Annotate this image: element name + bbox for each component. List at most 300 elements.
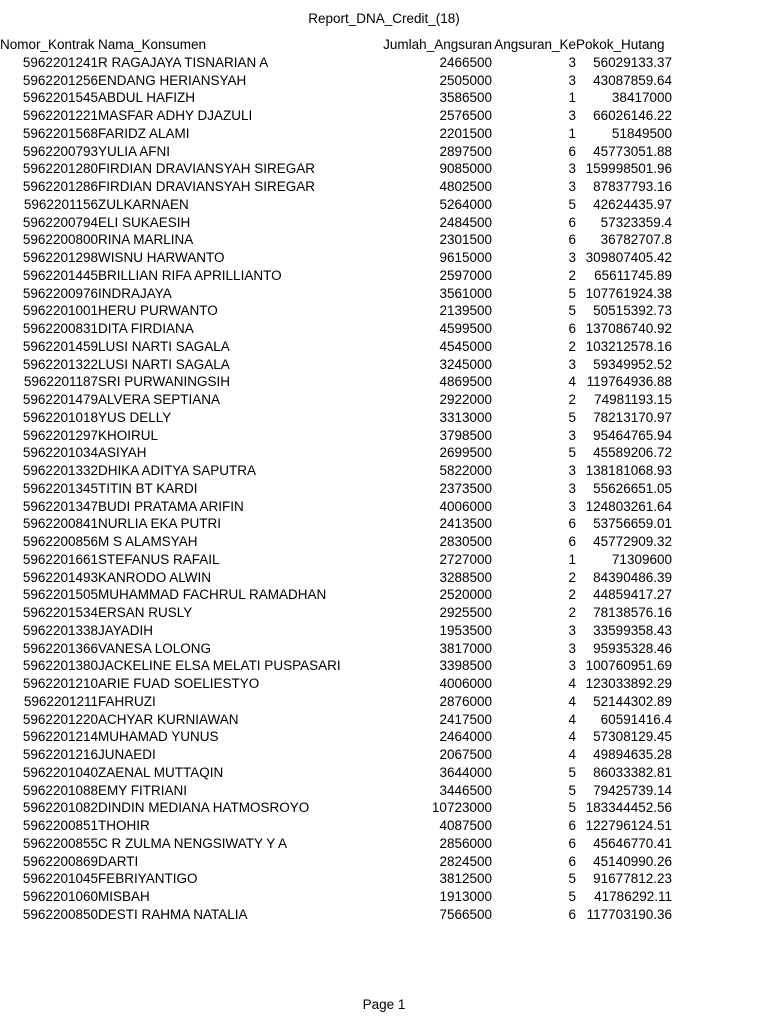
cell-jumlah-angsuran: 3398500 [439,658,492,674]
table-row [0,888,672,906]
cell-angsuran-ke: 3 [568,640,576,656]
cell-nomor-kontrak: 5962201220 [22,711,98,727]
cell-angsuran-ke: 3 [568,498,576,514]
table-row [0,444,672,462]
cell-nomor-kontrak: 5962201256 [22,72,98,88]
cell-nomor-kontrak: 5962201210 [22,676,98,691]
cell-nama-konsumen: LUSI NARTI SAGALA [98,338,230,354]
cell-nomor-kontrak: 5962201088 [22,782,98,798]
cell-angsuran-ke: 6 [568,534,576,549]
cell-angsuran-ke: 4 [568,374,576,390]
cell-pokok-hutang: 95464765.94 [593,427,672,443]
table-row [0,125,672,143]
table-row [0,320,672,338]
cell-nomor-kontrak: 5962201187 [23,374,98,390]
cell-angsuran-ke: 4 [568,676,576,691]
cell-nomor-kontrak: 5962200856 [22,534,98,549]
cell-angsuran-ke: 1 [568,90,576,106]
cell-pokok-hutang: 87837793.16 [593,179,672,194]
table-row [0,799,672,817]
cell-nomor-kontrak: 5962201034 [22,445,98,461]
cell-jumlah-angsuran: 3288500 [439,569,492,585]
cell-jumlah-angsuran: 3561000 [439,285,492,301]
cell-angsuran-ke: 3 [568,72,576,88]
cell-pokok-hutang: 45589206.72 [593,445,672,461]
table-row [0,409,672,427]
cell-nomor-kontrak: 5962201380 [22,658,98,674]
cell-jumlah-angsuran: 4087500 [439,818,492,833]
cell-pokok-hutang: 74981193.15 [594,392,672,407]
cell-nomor-kontrak: 5962201060 [22,889,98,904]
report-title: Report_DNA_Credit_(18) [308,11,460,26]
table-row [0,196,672,214]
cell-pokok-hutang: 52144302.89 [593,693,672,709]
table-row [0,551,672,569]
cell-nama-konsumen: FEBRIYANTIGO [98,871,198,887]
cell-pokok-hutang: 123033892.29 [585,676,672,691]
table-row [0,373,672,391]
cell-pokok-hutang: 122796124.51 [585,818,672,833]
cell-jumlah-angsuran: 2417500 [439,711,492,727]
header-pokok-hutang: Pokok_Hutang [576,37,665,52]
cell-angsuran-ke: 6 [568,516,576,532]
cell-angsuran-ke: 6 [568,232,576,248]
table-row [0,72,672,90]
cell-nama-konsumen: FIRDIAN DRAVIANSYAH SIREGAR [98,161,316,177]
cell-angsuran-ke: 5 [568,871,576,887]
cell-pokok-hutang: 60591416.4 [600,711,672,727]
cell-angsuran-ke: 5 [568,409,576,425]
cell-nama-konsumen: MASFAR ADHY DJAZULI [98,108,253,123]
table-row [0,764,672,782]
cell-nama-konsumen: ARIE FUAD SOELIESTYO [98,676,260,691]
table-row [0,711,672,729]
cell-pokok-hutang: 45772909.32 [593,534,672,549]
cell-pokok-hutang: 95935328.46 [593,640,672,656]
table-body [0,54,672,924]
cell-pokok-hutang: 41786292.11 [594,889,672,904]
cell-pokok-hutang: 78138576.16 [593,605,672,620]
cell-pokok-hutang: 38417000 [611,90,672,106]
cell-nama-konsumen: DINDIN MEDIANA HATMOSROYO [98,800,310,816]
cell-jumlah-angsuran: 2484500 [439,214,492,230]
table-row [0,693,672,711]
cell-jumlah-angsuran: 4006000 [439,676,492,691]
header-nomor-kontrak: Nomor_Kontrak [0,37,95,52]
cell-nama-konsumen: DESTI RAHMA NATALIA [98,906,248,922]
cell-angsuran-ke: 2 [568,569,576,585]
cell-pokok-hutang: 59349952.52 [593,356,672,372]
cell-pokok-hutang: 57308129.45 [593,729,672,745]
cell-jumlah-angsuran: 4802500 [439,179,492,194]
cell-pokok-hutang: 50515392.73 [593,303,672,319]
cell-jumlah-angsuran: 9085000 [439,161,492,177]
cell-jumlah-angsuran: 10723000 [431,800,492,816]
table-row [0,178,672,196]
cell-nama-konsumen: INDRAJAYA [98,285,172,301]
cell-nomor-kontrak: 5962201156 [23,196,98,212]
cell-nomor-kontrak: 5962201082 [22,800,98,816]
table-row [0,214,672,232]
cell-nomor-kontrak: 5962200794 [22,214,98,230]
cell-nama-konsumen: JACKELINE ELSA MELATI PUSPASARI [98,658,341,674]
cell-nomor-kontrak: 5962201040 [22,764,98,780]
table-row [0,569,672,587]
cell-angsuran-ke: 4 [568,711,576,727]
cell-pokok-hutang: 49894635.28 [593,747,672,762]
cell-nomor-kontrak: 5962201286 [22,179,98,194]
cell-nomor-kontrak: 5962201493 [22,569,98,585]
cell-nomor-kontrak: 5962200831 [22,321,98,336]
table-row [0,480,672,498]
cell-angsuran-ke: 3 [568,427,576,443]
cell-angsuran-ke: 2 [568,605,576,620]
cell-nomor-kontrak: 5962200800 [22,232,98,248]
cell-angsuran-ke: 3 [568,480,576,496]
cell-angsuran-ke: 6 [568,906,576,922]
cell-nomor-kontrak: 5962201241 [22,54,98,70]
cell-nama-konsumen: DHIKA ADITYA SAPUTRA [98,463,257,478]
cell-jumlah-angsuran: 4599500 [439,321,492,336]
cell-angsuran-ke: 6 [568,214,576,230]
cell-angsuran-ke: 6 [568,835,576,851]
cell-nama-konsumen: ERSAN RUSLY [98,605,193,620]
cell-jumlah-angsuran: 4006000 [439,498,492,514]
cell-angsuran-ke: 2 [568,587,576,603]
cell-jumlah-angsuran: 2520000 [439,587,492,603]
cell-pokok-hutang: 66026146.22 [593,108,672,123]
table-row [0,143,672,161]
cell-angsuran-ke: 1 [568,125,576,141]
cell-nomor-kontrak: 5962201366 [22,640,98,656]
cell-jumlah-angsuran: 3812500 [439,871,492,887]
table-row [0,107,672,125]
header-angsuran-ke: Angsuran_Ke [494,37,576,52]
cell-pokok-hutang: 119764936.88 [586,374,672,390]
cell-nomor-kontrak: 5962201347 [22,498,98,514]
cell-angsuran-ke: 5 [568,303,576,319]
cell-nomor-kontrak: 5962201001 [22,303,98,319]
cell-pokok-hutang: 117703190.36 [586,906,672,922]
cell-angsuran-ke: 3 [568,658,576,674]
cell-jumlah-angsuran: 2464000 [439,729,492,745]
cell-jumlah-angsuran: 7566500 [439,906,492,922]
table-row [0,54,672,72]
cell-jumlah-angsuran: 5822000 [439,463,492,478]
table-row [0,835,672,853]
cell-nomor-kontrak: 5962200850 [22,906,98,922]
cell-pokok-hutang: 45773051.88 [593,143,672,159]
cell-angsuran-ke: 2 [568,267,576,283]
header-nama-konsumen: Nama_Konsumen [98,37,207,52]
cell-angsuran-ke: 3 [568,250,576,265]
cell-jumlah-angsuran: 2373500 [439,480,492,496]
cell-angsuran-ke: 5 [568,445,576,461]
cell-pokok-hutang: 71309600 [611,551,672,567]
cell-jumlah-angsuran: 3245000 [439,356,492,372]
cell-nama-konsumen: ALVERA SEPTIANA [98,392,221,407]
table-row [0,89,672,107]
cell-nama-konsumen: BUDI PRATAMA ARIFIN [98,498,244,514]
cell-nomor-kontrak: 5962201018 [22,409,98,425]
table-row [0,746,672,764]
cell-jumlah-angsuran: 4869500 [439,374,492,390]
cell-nomor-kontrak: 5962201479 [22,392,98,407]
cell-nomor-kontrak: 5962201545 [22,90,98,106]
table-row [0,782,672,800]
cell-pokok-hutang: 183344452.56 [585,800,672,816]
table-row [0,498,672,516]
table-row [0,817,672,835]
cell-pokok-hutang: 78213170.97 [593,409,672,425]
cell-jumlah-angsuran: 1913000 [439,889,492,904]
cell-nomor-kontrak: 5962201345 [22,480,98,496]
cell-jumlah-angsuran: 2897500 [439,143,492,159]
cell-nama-konsumen: STEFANUS RAFAIL [98,551,220,567]
cell-pokok-hutang: 124803261.64 [585,498,672,514]
cell-jumlah-angsuran: 3586500 [439,90,492,106]
table-row [0,604,672,622]
cell-nama-konsumen: ABDUL HAFIZH [98,90,196,106]
cell-nama-konsumen: FAHRUZI [98,693,156,709]
cell-angsuran-ke: 6 [568,818,576,833]
cell-nomor-kontrak: 5962201216 [22,747,98,762]
cell-nomor-kontrak: 5962201211 [23,693,98,709]
cell-jumlah-angsuran: 2201500 [439,125,492,141]
cell-angsuran-ke: 5 [568,782,576,798]
cell-nomor-kontrak: 5962201534 [22,605,98,620]
table-row [0,515,672,533]
cell-pokok-hutang: 137086740.92 [585,321,672,336]
cell-jumlah-angsuran: 2597000 [439,267,492,283]
cell-nama-konsumen: ACHYAR KURNIAWAN [98,711,239,727]
table-row [0,728,672,746]
cell-jumlah-angsuran: 2301500 [439,232,492,248]
cell-nama-konsumen: ZAENAL MUTTAQIN [98,764,224,780]
cell-pokok-hutang: 55626651.05 [593,480,672,496]
cell-nama-konsumen: M S ALAMSYAH [98,534,198,549]
cell-jumlah-angsuran: 5264000 [439,196,492,212]
cell-jumlah-angsuran: 3644000 [439,764,492,780]
cell-nama-konsumen: R RAGAJAYA TISNARIAN A [98,54,269,70]
table-row [0,160,672,178]
credit-report-table [0,36,672,924]
cell-nama-konsumen: BRILLIAN RIFA APRILLIANTO [98,267,282,283]
cell-jumlah-angsuran: 2139500 [439,303,492,319]
cell-angsuran-ke: 3 [568,356,576,372]
table-row [0,853,672,871]
cell-nomor-kontrak: 5962201221 [22,108,98,123]
cell-angsuran-ke: 4 [568,729,576,745]
table-row [0,249,672,267]
cell-nama-konsumen: YUS DELLY [98,409,172,425]
cell-nomor-kontrak: 5962201338 [22,622,98,638]
cell-nama-konsumen: YULIA AFNI [98,143,171,159]
cell-nomor-kontrak: 5962201505 [22,587,98,603]
cell-nama-konsumen: EMY FITRIANI [98,782,188,798]
cell-pokok-hutang: 309807405.42 [585,250,672,265]
cell-nama-konsumen: NURLIA EKA PUTRI [98,516,222,532]
cell-angsuran-ke: 5 [568,764,576,780]
cell-jumlah-angsuran: 2727000 [439,551,492,567]
cell-angsuran-ke: 2 [568,338,576,354]
page-number: Page 1 [362,997,406,1012]
cell-pokok-hutang: 138181068.93 [585,463,672,478]
cell-nomor-kontrak: 5962200855 [22,835,98,851]
table-row [0,427,672,445]
cell-jumlah-angsuran: 9615000 [439,250,492,265]
cell-nomor-kontrak: 5962200793 [22,143,98,159]
cell-angsuran-ke: 2 [568,392,576,407]
table-row [0,356,672,374]
cell-angsuran-ke: 3 [568,108,576,123]
cell-nama-konsumen: MUHAMAD YUNUS [98,729,219,745]
table-row [0,462,672,480]
cell-jumlah-angsuran: 2505000 [439,72,492,88]
cell-pokok-hutang: 91677812.23 [593,871,672,887]
cell-jumlah-angsuran: 2876000 [439,693,492,709]
cell-angsuran-ke: 3 [568,54,576,70]
cell-pokok-hutang: 159998501.96 [585,161,672,177]
cell-jumlah-angsuran: 2576500 [439,108,492,123]
cell-nomor-kontrak: 5962201661 [22,551,98,567]
table-row [0,586,672,604]
cell-pokok-hutang: 56029133.37 [593,54,672,70]
cell-angsuran-ke: 5 [568,196,576,212]
cell-pokok-hutang: 103212578.16 [585,338,672,354]
cell-nama-konsumen: DARTI [98,853,139,869]
cell-nama-konsumen: WISNU HARWANTO [98,250,225,265]
cell-pokok-hutang: 100760951.69 [585,658,672,674]
cell-jumlah-angsuran: 2699500 [439,445,492,461]
cell-nomor-kontrak: 5962201297 [22,427,98,443]
cell-nama-konsumen: ELI SUKAESIH [98,214,191,230]
cell-angsuran-ke: 3 [568,622,576,638]
cell-nama-konsumen: KHOIRUL [98,427,159,443]
cell-jumlah-angsuran: 2824500 [439,853,492,869]
cell-jumlah-angsuran: 3313000 [439,409,492,425]
cell-jumlah-angsuran: 2466500 [439,54,492,70]
cell-pokok-hutang: 84390486.39 [593,569,672,585]
cell-nomor-kontrak: 5962200976 [22,285,98,301]
cell-pokok-hutang: 33599358.43 [593,622,672,638]
cell-nama-konsumen: DITA FIRDIANA [98,321,194,336]
cell-angsuran-ke: 3 [568,179,576,194]
cell-pokok-hutang: 65611745.89 [594,267,672,283]
cell-nama-konsumen: VANESA LOLONG [98,640,212,656]
cell-nama-konsumen: LUSI NARTI SAGALA [98,356,230,372]
table-row [0,267,672,285]
cell-pokok-hutang: 107761924.38 [585,285,672,301]
cell-angsuran-ke: 3 [568,161,576,177]
cell-nama-konsumen: HERU PURWANTO [98,303,218,319]
cell-jumlah-angsuran: 2067500 [439,747,492,762]
cell-nomor-kontrak: 5962201322 [22,356,98,372]
cell-nomor-kontrak: 5962200841 [22,516,98,532]
cell-pokok-hutang: 45140990.26 [593,853,672,869]
cell-nama-konsumen: SRI PURWANINGSIH [98,374,231,390]
table-row [0,675,672,693]
table-row [0,657,672,675]
cell-angsuran-ke: 6 [568,143,576,159]
table-row [0,302,672,320]
cell-nama-konsumen: KANRODO ALWIN [98,569,212,585]
cell-angsuran-ke: 6 [568,321,576,336]
cell-angsuran-ke: 5 [568,800,576,816]
table-row [0,533,672,551]
cell-nomor-kontrak: 5962201459 [22,338,98,354]
cell-nomor-kontrak: 5962201445 [22,267,98,283]
cell-jumlah-angsuran: 1953500 [439,622,492,638]
cell-nama-konsumen: C R ZULMA NENGSIWATY Y A [98,835,288,851]
cell-nomor-kontrak: 5962201280 [22,161,98,177]
cell-pokok-hutang: 57323359.4 [600,214,672,230]
cell-nomor-kontrak: 5962201045 [22,871,98,887]
cell-angsuran-ke: 6 [568,853,576,869]
table-row [0,640,672,658]
table-row [0,391,672,409]
cell-angsuran-ke: 4 [568,693,576,709]
table-row [0,906,672,924]
cell-jumlah-angsuran: 3798500 [439,427,492,443]
header-jumlah-angsuran: Jumlah_Angsuran [383,37,492,52]
cell-nama-konsumen: RINA MARLINA [98,232,194,248]
table-row [0,231,672,249]
cell-nama-konsumen: ZULKARNAEN [98,196,189,212]
cell-angsuran-ke: 3 [568,463,576,478]
cell-angsuran-ke: 5 [568,889,576,904]
cell-nama-konsumen: FIRDIAN DRAVIANSYAH SIREGAR [98,179,316,194]
cell-pokok-hutang: 86033382.81 [593,764,672,780]
cell-nomor-kontrak: 5962201214 [22,729,98,745]
cell-jumlah-angsuran: 2856000 [439,835,492,851]
cell-jumlah-angsuran: 3446500 [439,782,492,798]
table-row [0,338,672,356]
cell-pokok-hutang: 53756659.01 [593,516,672,532]
cell-nama-konsumen: ASIYAH [98,445,147,461]
cell-pokok-hutang: 45646770.41 [593,835,672,851]
cell-jumlah-angsuran: 2830500 [439,534,492,549]
cell-nomor-kontrak: 5962200851 [22,818,98,833]
cell-nomor-kontrak: 5962200869 [22,853,98,869]
cell-pokok-hutang: 79425739.14 [593,782,672,798]
cell-jumlah-angsuran: 2922000 [439,392,492,407]
cell-pokok-hutang: 51849500 [611,125,672,141]
cell-nama-konsumen: ENDANG HERIANSYAH [98,72,247,88]
table-row [0,285,672,303]
table-row [0,622,672,640]
table-row [0,870,672,888]
cell-pokok-hutang: 36782707.8 [600,232,672,248]
cell-nama-konsumen: MISBAH [98,889,150,904]
cell-pokok-hutang: 43087859.64 [593,72,672,88]
cell-nomor-kontrak: 5962201332 [22,463,98,478]
cell-jumlah-angsuran: 2413500 [439,516,492,532]
cell-nama-konsumen: TITIN BT KARDI [98,480,198,496]
cell-jumlah-angsuran: 2925500 [439,605,492,620]
cell-nama-konsumen: FARIDZ ALAMI [98,125,190,141]
cell-nomor-kontrak: 5962201298 [22,250,98,265]
cell-angsuran-ke: 5 [568,285,576,301]
cell-jumlah-angsuran: 4545000 [439,338,492,354]
cell-nama-konsumen: MUHAMMAD FACHRUL RAMADHAN [98,587,327,603]
cell-pokok-hutang: 42624435.97 [593,196,672,212]
cell-angsuran-ke: 4 [568,747,576,762]
cell-nama-konsumen: JAYADIH [98,622,154,638]
table-header-row [0,36,672,54]
cell-nama-konsumen: THOHIR [98,818,150,833]
cell-nama-konsumen: JUNAEDI [98,747,156,762]
